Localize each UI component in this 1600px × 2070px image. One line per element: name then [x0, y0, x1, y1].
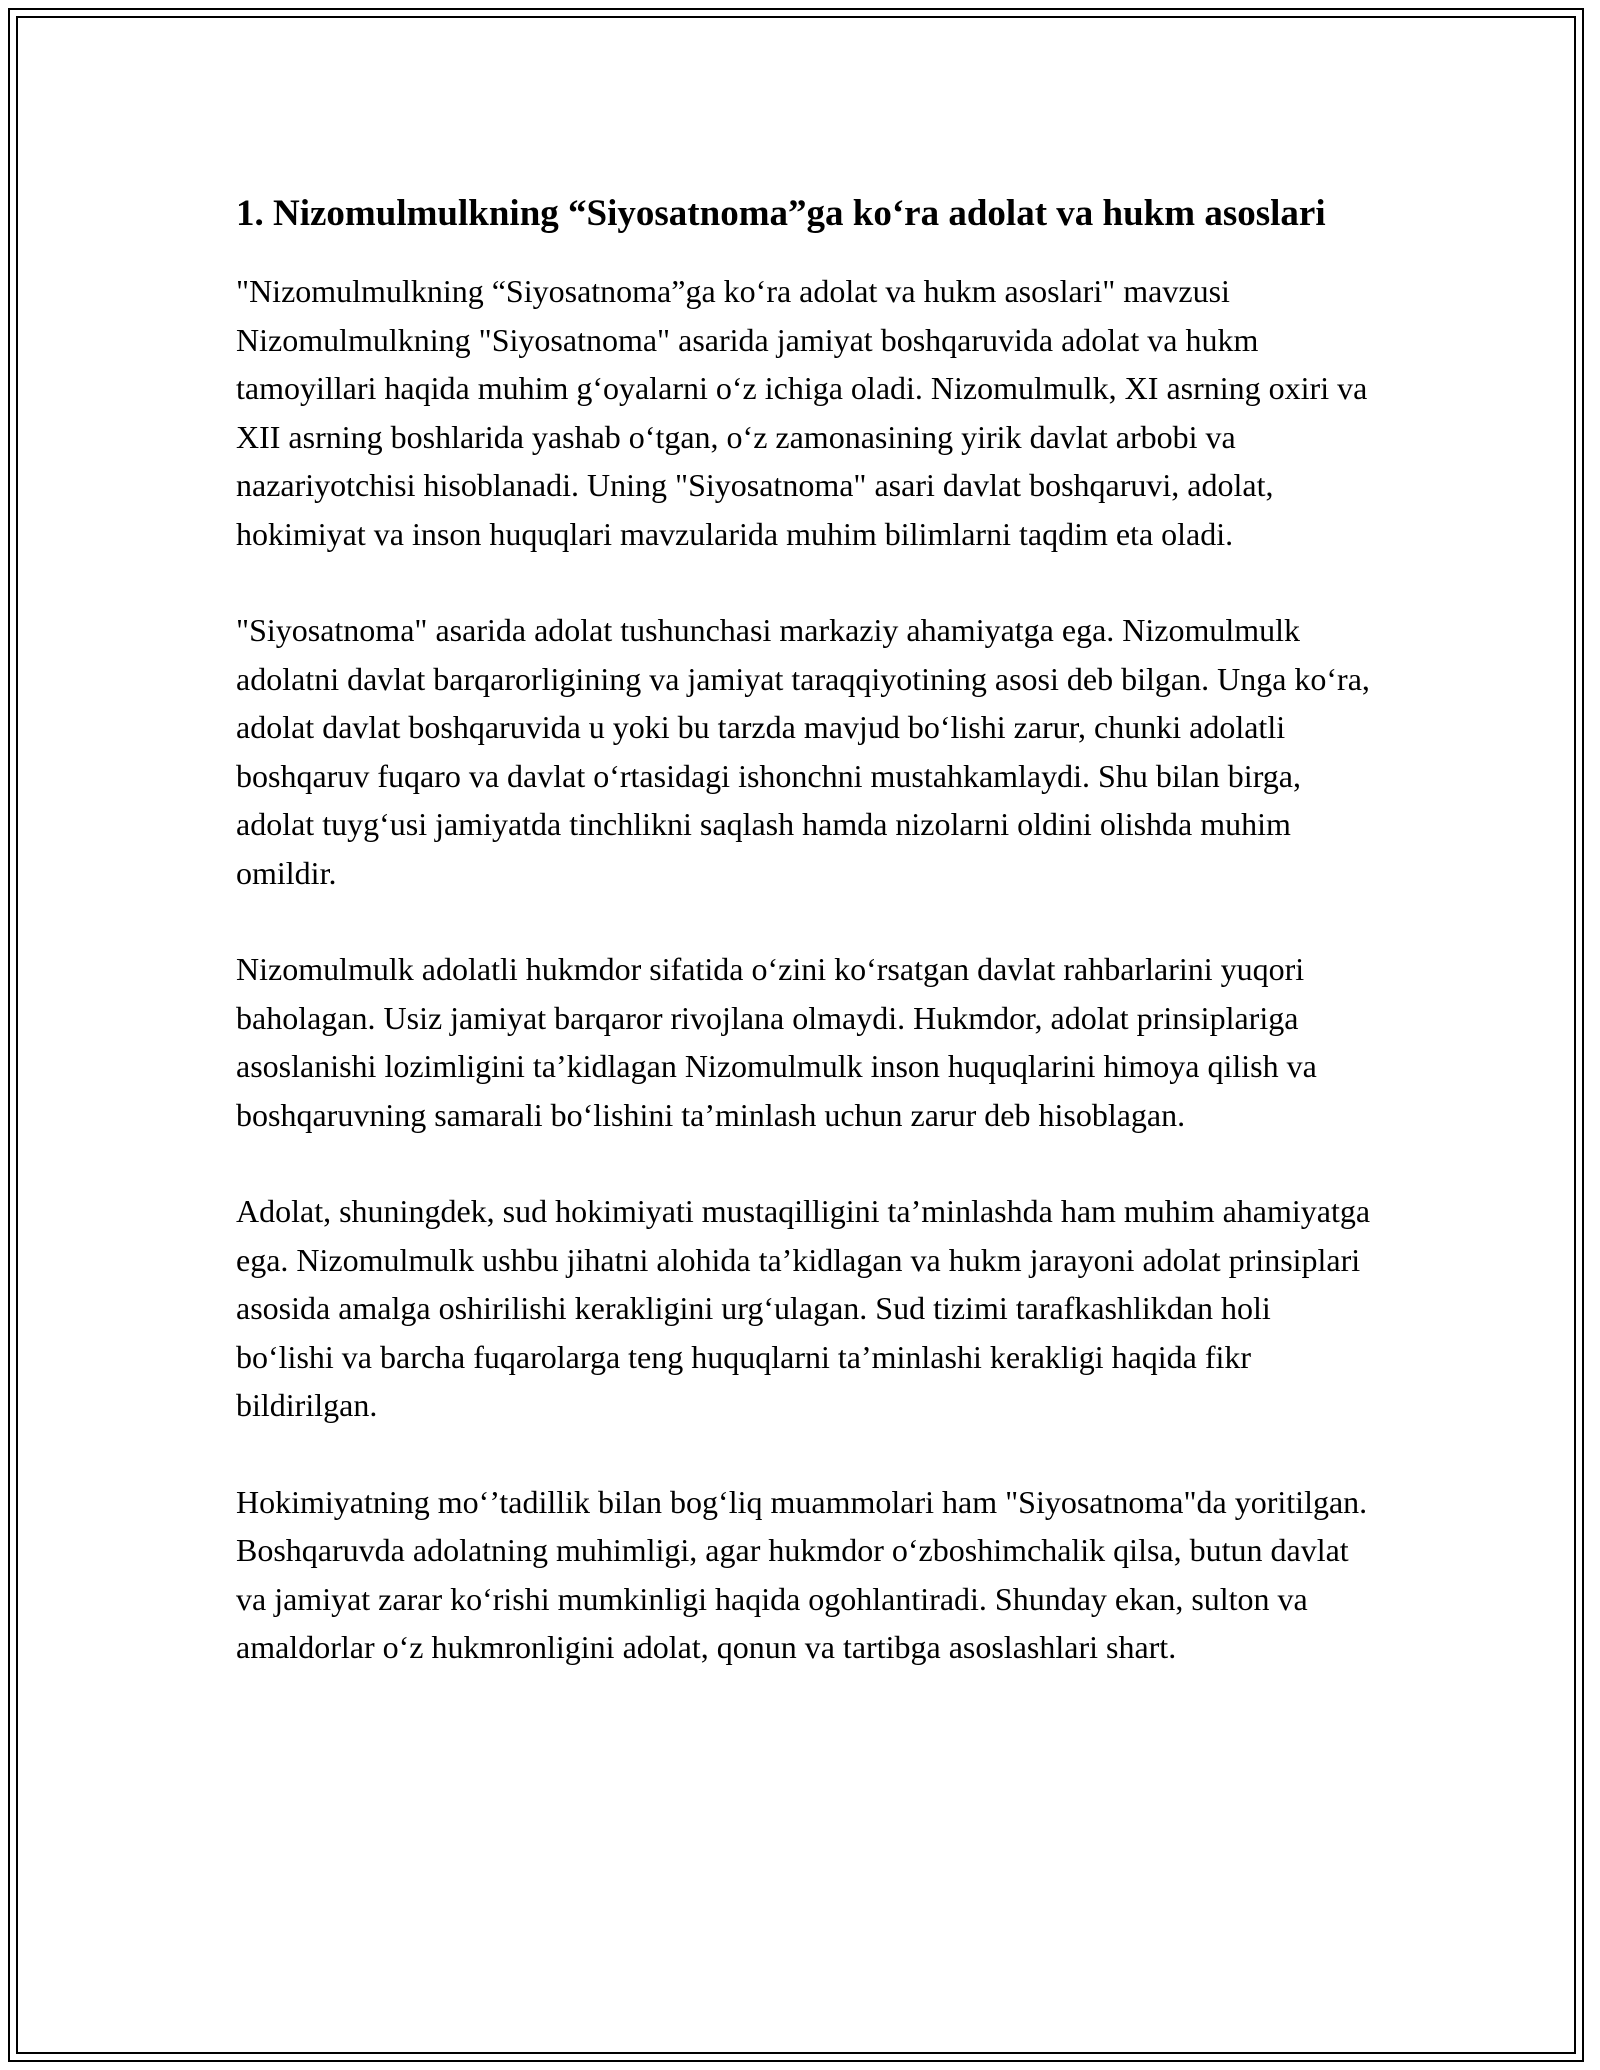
- paragraph-1: "Nizomulmulkning “Siyosatnoma”ga ko‘ra adolat va hukm asoslari" mavzusi Nizomulmulkning "Siyosatnoma" asarida jamiyat boshqaruvida adolat va hukm tamoyillari haqida muhim g‘oyalarni o‘z ichiga oladi. Nizomulmulk, XI asrning oxiri va XII asrning boshlarida yashab o‘tgan, o‘z zamonasining yirik davlat arbobi va nazariyotchisi hisoblanadi. Uning "Siyosatnoma" asari davlat boshqaruvi, adolat, hokimiyat va inson huquqlari mavzularida muhim bilimlarni taqdim eta oladi.: [236, 273, 1368, 552]
- paragraph-3: Nizomulmulk adolatli hukmdor sifatida o‘zini ko‘rsatgan davlat rahbarlarini yuqori baholagan. Usiz jamiyat barqaror rivojlana olmaydi. Hukmdor, adolat prinsiplariga asoslanishi lozimligini ta’kidlagan Nizomulmulk inson huquqlarini himoya qilish va boshqaruvning samarali bo‘lishini ta’minlash uchun zarur deb hisoblagan.: [236, 951, 1317, 1133]
- paragraph-2: "Siyosatnoma" asarida adolat tushunchasi markaziy ahamiyatga ega. Nizomulmulk adolatni davlat barqarorligining va jamiyat taraqqiyotining asosi deb bilgan. Unga ko‘ra, adolat davlat boshqaruvida u yoki bu tarzda mavjud bo‘lishi zarur, chunki adolatli boshqaruv fuqaro va davlat o‘rtasidagi ishonchni mustahkamlaydi. Shu bilan birga, adolat tuyg‘usi jamiyatda tinchlikni saqlash hamda nizolarni oldini olishda muhim omildir.: [236, 612, 1370, 891]
- section-heading: 1. Nizomulmulkning “Siyosatnoma”ga ko‘ra adolat va hukm asoslari: [236, 193, 1326, 234]
- document-body: [236, 186, 1376, 1720]
- paragraph-5: Hokimiyatning mo‘’tadillik bilan bog‘liq muammolari ham "Siyosatnoma"da yoritilgan. Boshqaruvda adolatning muhimligi, agar hukmdor o‘zboshimchalik qilsa, butun davlat va jamiyat zarar ko‘rishi mumkinligi haqida ogohlantiradi. Shunday ekan, sulton va amaldorlar o‘z hukmronligini adolat, qonun va tartibga asoslashlari shart.: [236, 1483, 1368, 1665]
- paragraph-4: Adolat, shuningdek, sud hokimiyati mustaqilligini ta’minlashda ham muhim ahamiyatga ega. Nizomulmulk ushbu jihatni alohida ta’kidlagan va hukm jarayoni adolat prinsiplari asosida amalga oshirilishi kerakligini urg‘ulagan. Sud tizimi tarafkashlikdan holi bo‘lishi va barcha fuqarolarga teng huquqlarni ta’minlashi kerakligi haqida fikr bildirilgan.: [236, 1193, 1371, 1423]
